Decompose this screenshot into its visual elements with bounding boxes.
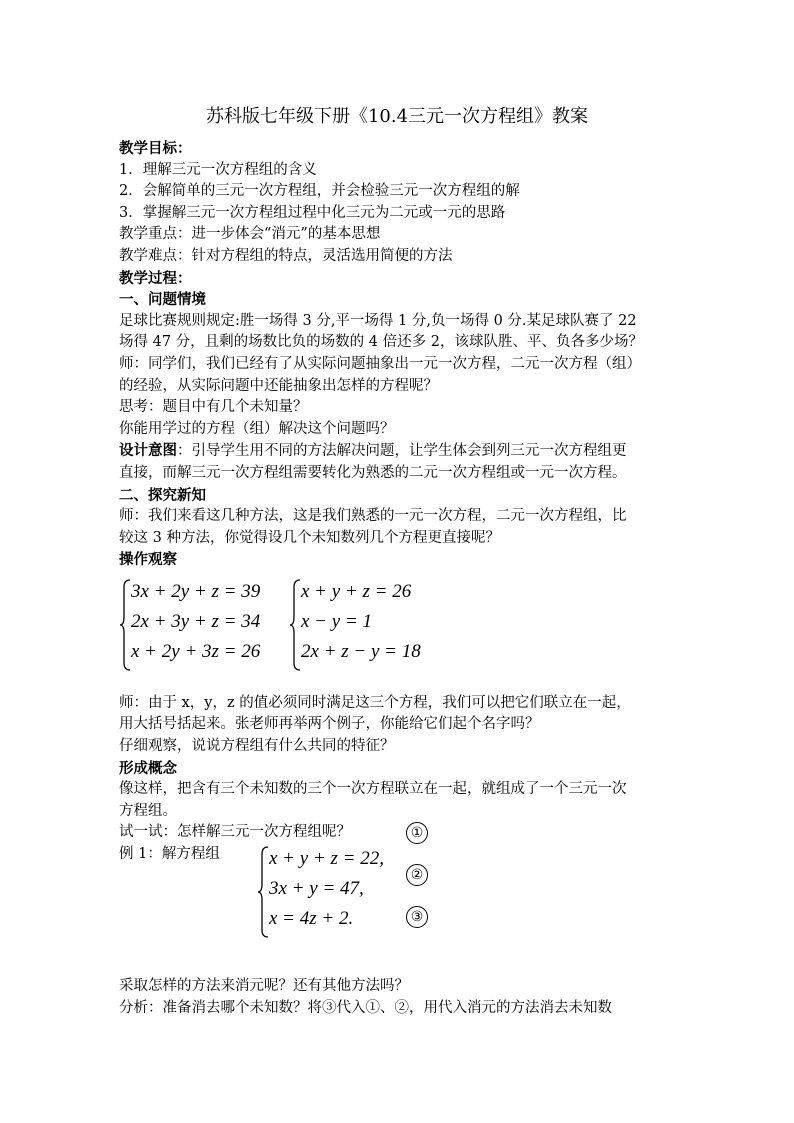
- circled-number-2: ②: [406, 864, 428, 886]
- section2-teacher-line-1: 师：我们来看这几种方法，这是我们熟悉的一元一次方程，二元一次方程组，比: [119, 508, 627, 525]
- teacher-line-2: 的经验，从实际问题中还能抽象出怎样的方程呢？: [119, 377, 438, 394]
- equation-systems: [119, 577, 679, 679]
- example-equation: x = 4z + 2.: [269, 908, 354, 930]
- equation-system-2: [289, 577, 449, 673]
- example-label: 例 1：解方程组: [119, 846, 220, 863]
- circled-number-1: ①: [406, 822, 428, 844]
- problem-line-2: 场得 47 分，且剩的场数比负的场数的 4 倍还多 2，该球队胜、平、负各多少场？: [119, 334, 643, 351]
- goals-heading: 教学目标：: [119, 140, 192, 157]
- document-title: 苏科版七年级下册《10.4三元一次方程组》教案: [205, 106, 589, 127]
- left-brace-icon: [119, 579, 131, 671]
- example-equation: x + y + z = 22,: [269, 848, 384, 870]
- system1-equation: x + 2y + 3z = 26: [131, 640, 261, 662]
- example-equation: 3x + y = 47,: [269, 878, 364, 900]
- ask-question: 你能用学过的方程（组）解决这个问题吗？: [119, 420, 395, 437]
- section1-heading: 一、问题情境: [119, 291, 206, 309]
- system2-equation: 2x + z − y = 18: [301, 640, 421, 662]
- system2-equations: [301, 577, 421, 667]
- system1-equation: 2x + 3y + z = 34: [131, 610, 261, 632]
- equation-system-1: [119, 577, 284, 673]
- system2-equation: x + y + z = 26: [301, 580, 412, 602]
- problem-line-1: 足球比赛规则规定:胜一场得 3 分,平一场得 1 分,负一场得 0 分.某足球队赛了 22: [119, 312, 637, 329]
- spacer: [119, 954, 679, 976]
- goal-item-3: 3．掌握解三元一次方程组过程中化三元为二元或一元的思路: [119, 204, 506, 221]
- key-point: 教学重点：进一步体会“消元”的基本思想: [119, 226, 381, 243]
- process-heading: 教学过程：: [119, 269, 192, 287]
- concept-line-2: 方程组。: [119, 802, 177, 819]
- design-intent-label: 设计意图: [119, 442, 177, 460]
- think-question: 思考：题目中有几个未知量？: [119, 399, 308, 416]
- design-intent-line-2: 直接，而解三元一次方程组需要转化为熟悉的二元一次方程组或一元一次方程。: [119, 464, 627, 481]
- system1-equation: 3x + 2y + z = 39: [131, 580, 261, 602]
- left-brace-icon: [289, 579, 301, 671]
- left-brace-icon: [257, 846, 269, 938]
- after-systems-line-1: 师：由于 x，y，z 的值必须同时满足这三个方程，我们可以把它们联立在一起，: [119, 694, 631, 711]
- analysis-line: 分析：准备消去哪个未知数？将③代入①、②，用代入消元的方法消去未知数: [119, 999, 612, 1016]
- observe-heading: 操作观察: [119, 551, 177, 569]
- example-equations: [269, 844, 384, 934]
- difficulty: 教学难点：针对方程组的特点，灵活选用简便的方法: [119, 247, 453, 264]
- section2-heading: 二、探究新知: [119, 486, 206, 504]
- design-intent-line-1: [119, 440, 679, 463]
- section2-teacher-line-2: 较这 3 种方法，你觉得设几个未知数列几个方程更直接呢？: [119, 529, 500, 546]
- after-systems-line-2: 用大括号括起来。张老师再举两个例子，你能给它们起个名字吗？: [119, 716, 540, 733]
- goal-item-1: 1．理解三元一次方程组的含义: [119, 161, 317, 178]
- system1-equations: [131, 577, 260, 667]
- system2-equation: x − y = 1: [301, 610, 373, 632]
- try-line: 试一试：怎样解三元一次方程组呢？: [119, 824, 351, 841]
- goal-item-2: 2．会解简单的三元一次方程组，并会检验三元一次方程组的解: [119, 183, 520, 200]
- circled-number-3: ③: [406, 906, 428, 928]
- concept-heading: 形成概念: [119, 759, 177, 777]
- method-question: 采取怎样的方法来消元呢？还有其他方法吗？: [119, 978, 409, 995]
- concept-line-1: 像这样，把含有三个未知数的三个一次方程联立在一起，就组成了一个三元一次: [119, 781, 627, 798]
- after-systems-line-3: 仔细观察，说说方程组有什么共同的特征？: [119, 738, 395, 755]
- design-intent-text: ：引导学生用不同的方法解决问题，让学生体会到列三元一次方程组更: [177, 443, 627, 460]
- document-body: [119, 138, 679, 1019]
- teacher-line-1: 师：同学们，我们已经有了从实际问题抽象出一元一次方程，二元一次方程（组）: [119, 355, 641, 372]
